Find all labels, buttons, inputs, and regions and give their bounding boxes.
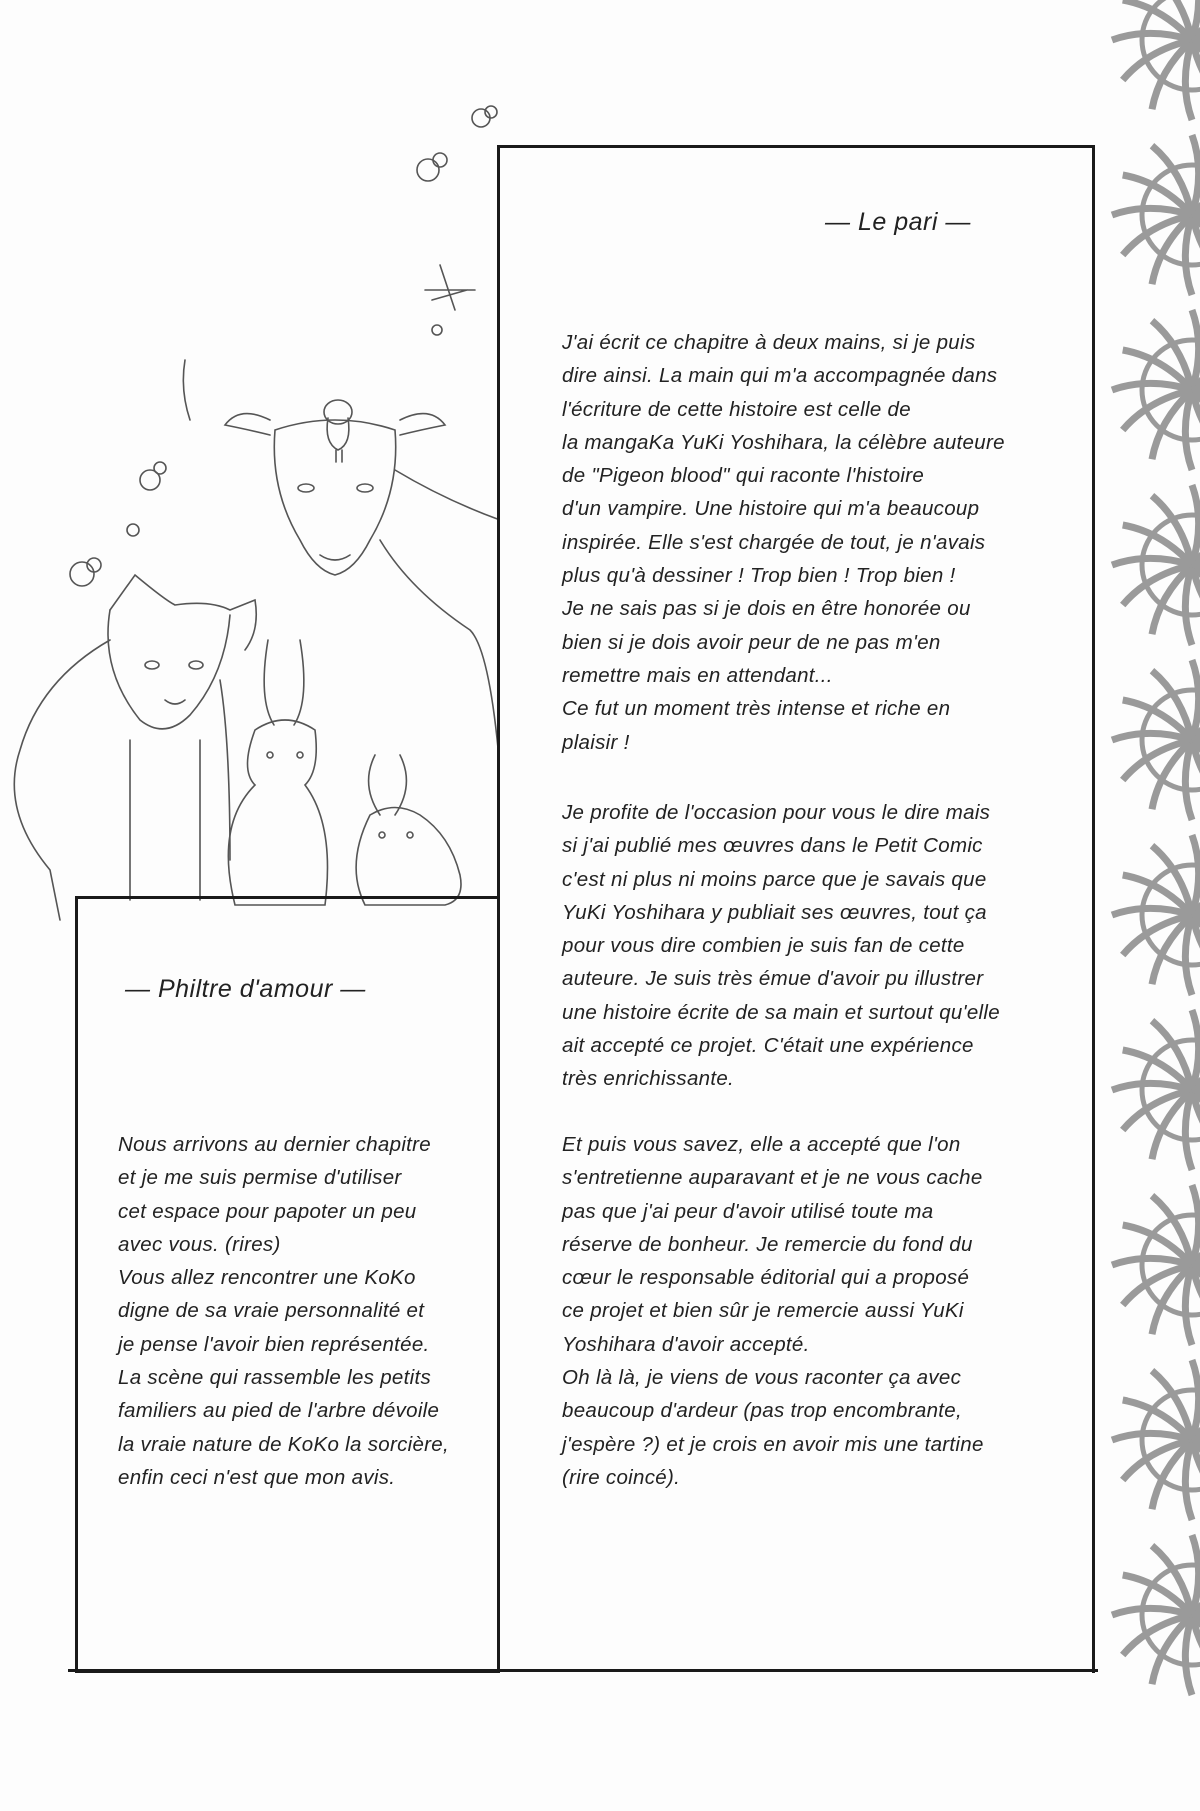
lace-pattern-decoration (1092, 0, 1200, 1811)
text-line: réserve de bonheur. Je remercie du fond du (562, 1232, 973, 1256)
text-line: cet espace pour papoter un peu (118, 1199, 417, 1223)
text-line: Je profite de l'occasion pour vous le dire mais (562, 801, 991, 824)
text-line: avec vous. (rires) (118, 1232, 281, 1256)
text-line: Je ne sais pas si je dois en être honorée ou (562, 597, 971, 621)
text-line: ce projet et bien sûr je remercie aussi YuKi (562, 1299, 964, 1323)
animals-illustration (0, 0, 500, 930)
lace-motif (1112, 0, 1200, 120)
text-line: plaisir ! (562, 730, 630, 754)
flower-icon (425, 265, 475, 335)
text-line: dire ainsi. La main qui m'a accompagnée dans (562, 364, 998, 388)
text-line: Oh là là, je viens de vous raconter ça avec (562, 1366, 962, 1390)
lace-motif (1112, 1010, 1200, 1170)
text-line: si j'ai publié mes œuvres dans le Petit Comic (562, 834, 983, 858)
text-line: Nous arrivons au dernier chapitre (118, 1133, 431, 1156)
text-line: auteure. Je suis très émue d'avoir pu illustrer (562, 967, 984, 991)
flower-icon (70, 360, 190, 586)
text-line: Vous allez rencontrer une KoKo (118, 1266, 416, 1290)
frame-bottom-line (68, 1669, 1098, 1672)
text-line: d'un vampire. Une histoire qui m'a beaucoup (562, 497, 980, 521)
text-line: enfin ceci n'est que mon avis. (118, 1465, 396, 1489)
right-paragraph-1 (562, 326, 1005, 759)
text-line: la mangaKa YuKi Yoshihara, la célèbre auteure (562, 430, 1005, 454)
lace-motif (1112, 835, 1200, 995)
text-line: remettre mais en attendant... (562, 663, 833, 687)
text-line: j'espère ?) et je crois en avoir mis une tartine (562, 1432, 984, 1456)
bird-illustration (324, 400, 352, 462)
fox-illustration (14, 575, 256, 920)
left-panel-title: — Philtre d'amour — (125, 975, 366, 1003)
text-line: inspirée. Elle s'est chargée de tout, je n'avais (562, 530, 986, 554)
text-line: de "Pigeon blood" qui raconte l'histoire (562, 464, 925, 488)
text-line: YuKi Yoshihara y publiait ses œuvres, tout ça (562, 900, 987, 924)
text-line: l'écriture de cette histoire est celle de (562, 397, 911, 421)
text-line: bien si je dois avoir peur de ne pas m'en (562, 630, 941, 654)
text-line: (rire coincé). (562, 1465, 681, 1489)
deer-illustration (225, 414, 500, 770)
lace-motif (1112, 1185, 1200, 1345)
text-line: ait accepté ce projet. C'était une expérience (562, 1034, 974, 1058)
left-paragraph (118, 1128, 449, 1494)
text-line: digne de sa vraie personnalité et (118, 1299, 425, 1323)
text-line: familiers au pied de l'arbre dévoile (118, 1399, 440, 1423)
text-line: Ce fut un moment très intense et riche en (562, 697, 951, 721)
flower-icon (417, 153, 447, 181)
lace-motif (1112, 660, 1200, 820)
lace-motif (1112, 1535, 1200, 1695)
lace-motif (1112, 1360, 1200, 1520)
text-line: la vraie nature de KoKo la sorcière, (118, 1432, 450, 1456)
right-paragraph-3 (562, 1128, 984, 1494)
text-line: très enrichissante. (562, 1067, 735, 1091)
text-line: plus qu'à dessiner ! Trop bien ! Trop bien ! (562, 564, 956, 588)
text-line: et je me suis permise d'utiliser (118, 1166, 402, 1190)
text-line: c'est ni plus ni moins parce que je savais que (562, 867, 987, 891)
text-line: je pense l'avoir bien représentée. (118, 1332, 430, 1356)
lace-motif (1112, 485, 1200, 645)
text-line: pour vous dire combien je suis fan de cette (562, 934, 965, 958)
text-line: Yoshihara d'avoir accepté. (562, 1332, 810, 1356)
text-line: La scène qui rassemble les petits (118, 1366, 432, 1390)
right-paragraph-2 (562, 796, 1000, 1096)
text-line: pas que j'ai peur d'avoir utilisé toute ma (562, 1199, 934, 1223)
text-line: s'entretienne auparavant et je ne vous cache (562, 1166, 983, 1190)
right-panel-title: — Le pari — (825, 208, 971, 236)
text-line: cœur le responsable éditorial qui a proposé (562, 1266, 970, 1290)
lace-motif (1112, 135, 1200, 295)
flower-icon (472, 106, 497, 127)
rabbit-illustration (356, 755, 461, 905)
text-line: J'ai écrit ce chapitre à deux mains, si je puis (562, 331, 976, 354)
rabbit-illustration (228, 640, 327, 905)
lace-motif (1112, 310, 1200, 470)
text-line: beaucoup d'ardeur (pas trop encombrante, (562, 1399, 962, 1423)
text-line: une histoire écrite de sa main et surtout qu'elle (562, 1000, 1000, 1024)
text-line: Et puis vous savez, elle a accepté que l'on (562, 1133, 961, 1156)
